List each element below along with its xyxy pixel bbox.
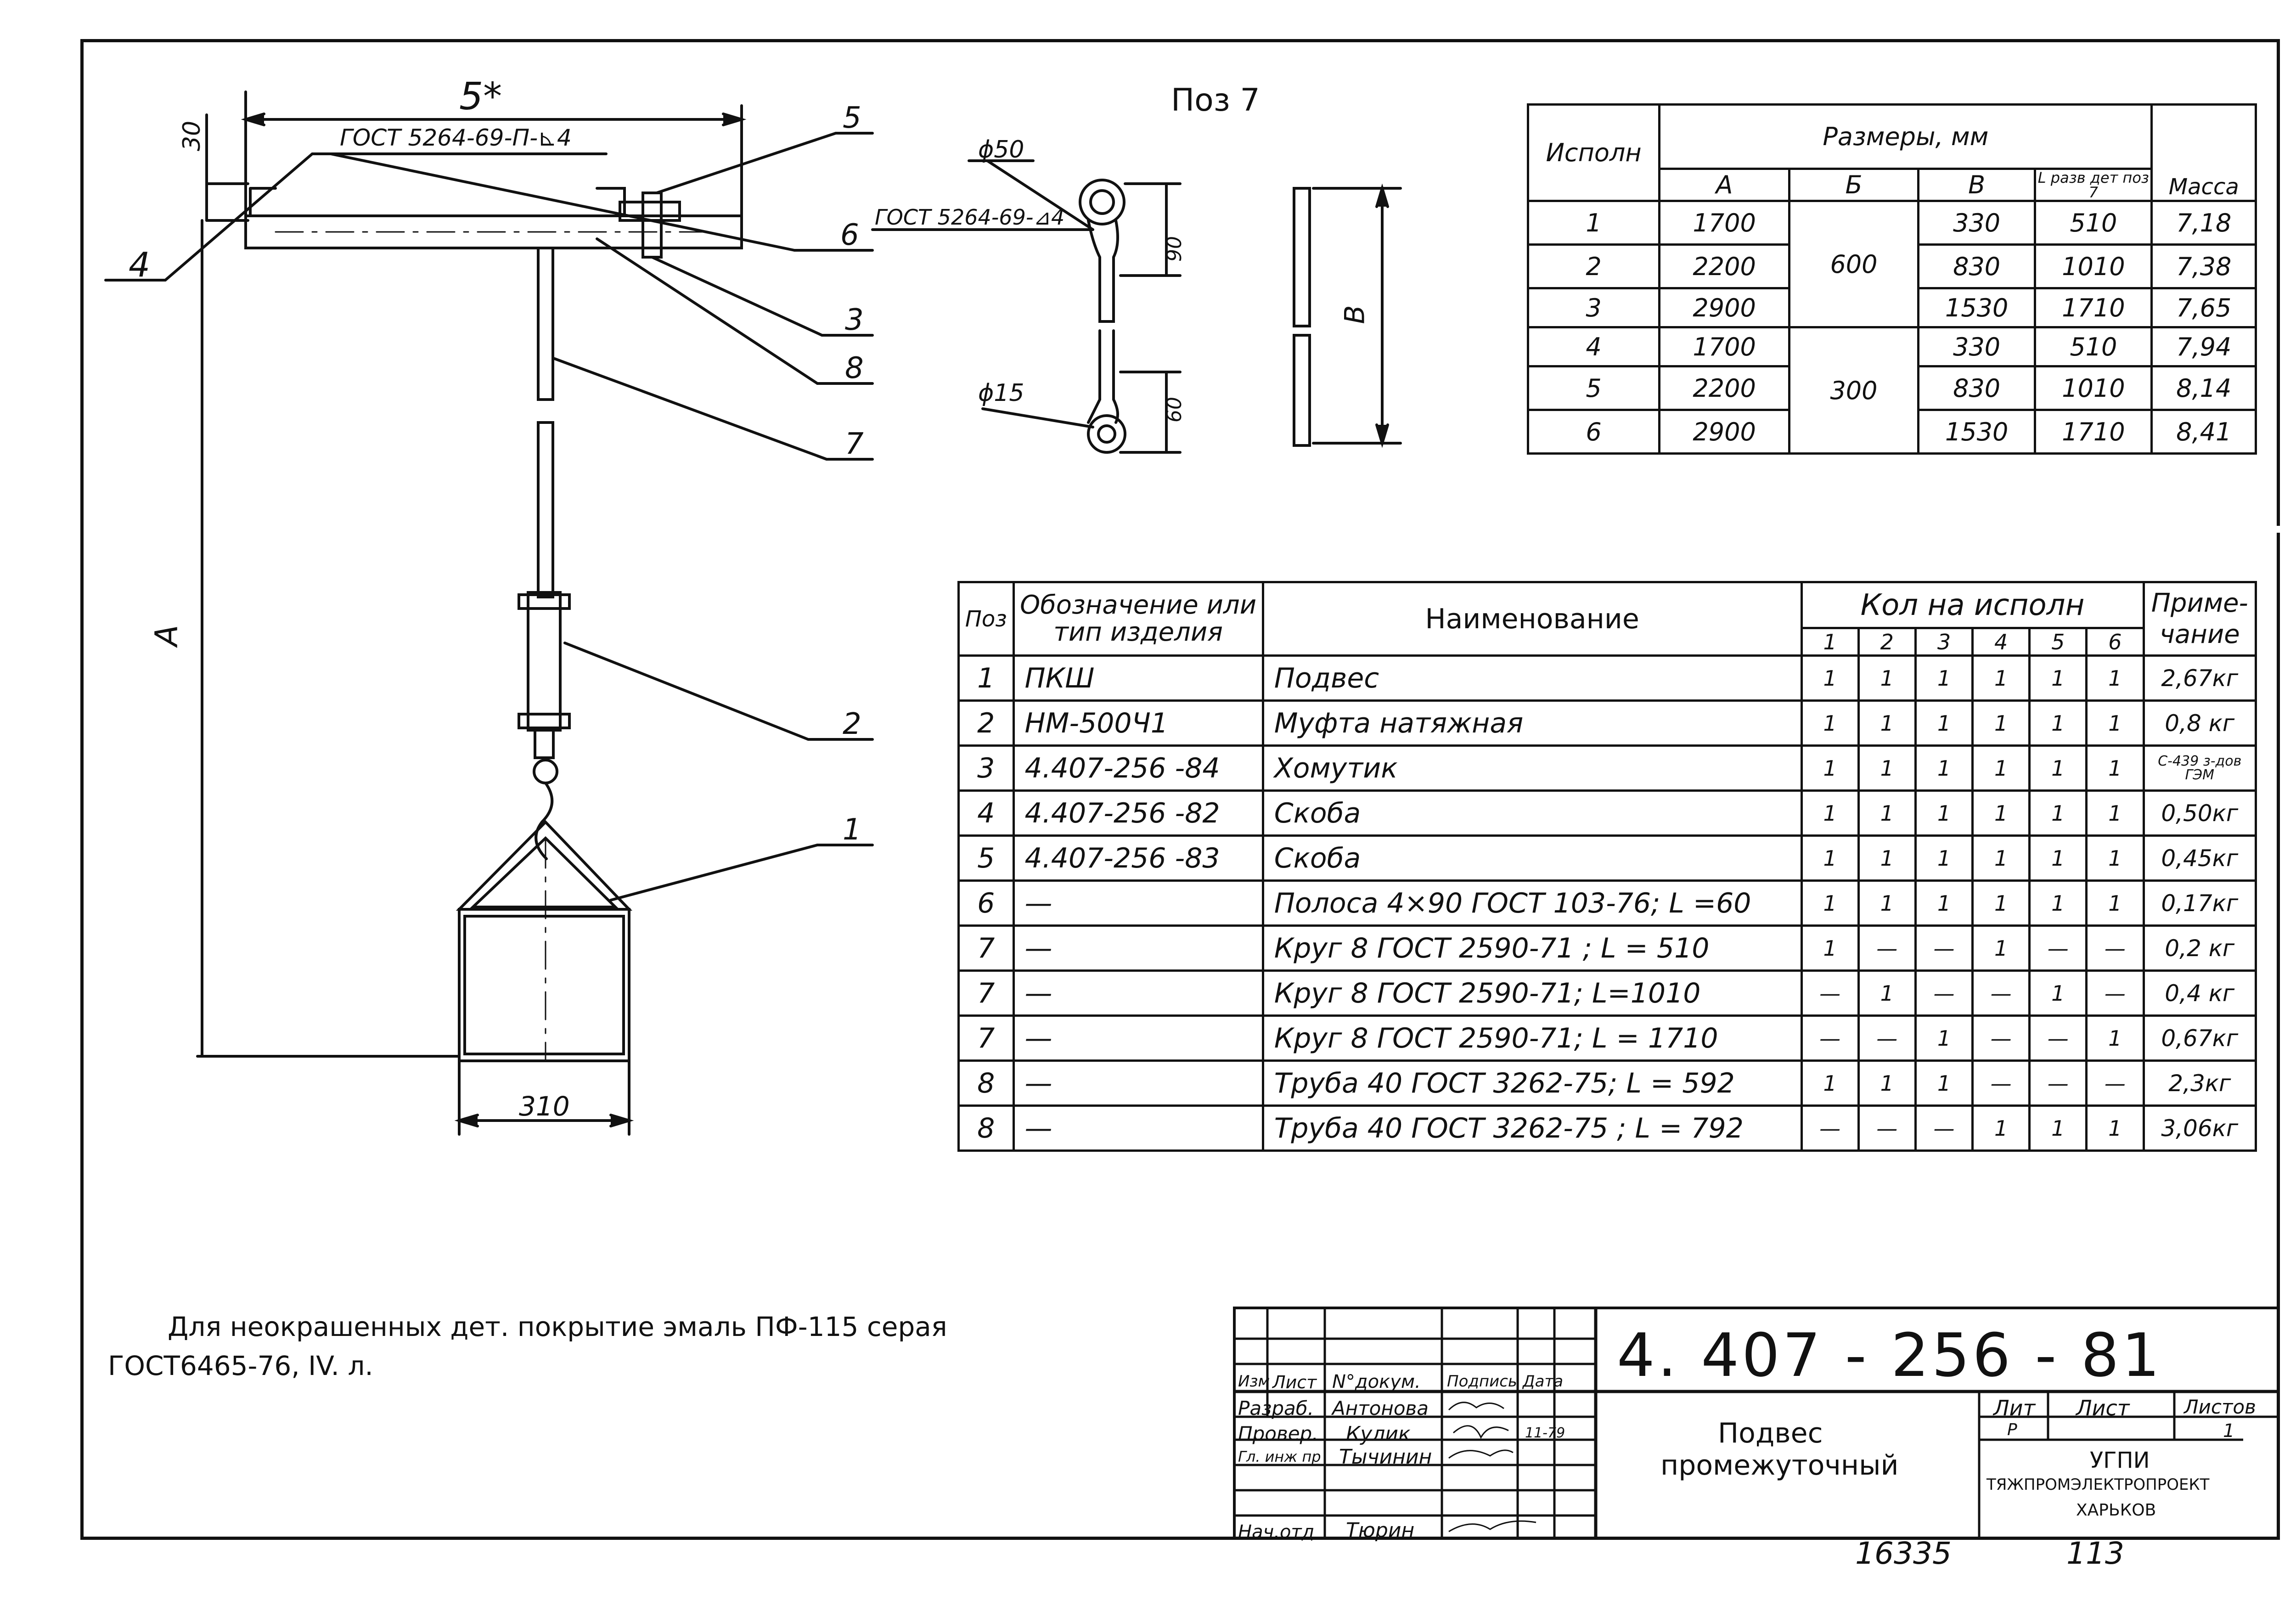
spec-qty: 1	[2087, 881, 2144, 926]
spec-qty: —	[1915, 926, 1972, 971]
tb-name-line2: промежуточный	[1660, 1449, 1899, 1482]
sizes-L: 510	[2035, 201, 2152, 245]
spec-qty: 1	[2030, 746, 2087, 791]
gost-weld-detail: ГОСТ 5264-69-⊿4	[875, 205, 1065, 230]
spec-qty: 1	[1973, 1106, 2030, 1151]
callout-7: 7	[845, 427, 864, 461]
tb-name-line1: Подвес	[1718, 1417, 1823, 1449]
spec-qty: —	[1858, 1016, 1915, 1061]
spec-row	[959, 701, 2256, 746]
sizes-n: 2	[1528, 245, 1660, 288]
sizes-A: 2900	[1660, 288, 1790, 327]
dim-5-label: 5*	[459, 75, 502, 118]
tb-h-izm: Изм	[1238, 1372, 1270, 1391]
spec-prim: С-439 з-дов ГЭМ	[2144, 746, 2256, 791]
spec-qty: 1	[2030, 1106, 2087, 1151]
tb-h-lit: Лит	[1993, 1396, 2036, 1420]
spec-poz: 7	[959, 926, 1014, 971]
spec-qty: —	[2030, 1016, 2087, 1061]
spec-poz: 1	[959, 656, 1014, 701]
spec-row	[959, 656, 2256, 701]
sizes-V: 330	[1919, 327, 2035, 366]
spec-oboz: —	[1013, 971, 1263, 1016]
spec-qty: —	[1973, 1061, 2030, 1106]
sizes-header-ispoln: Исполн	[1528, 105, 1660, 201]
spec-header-poz: Поз	[959, 582, 1014, 656]
spec-qty: 1	[1801, 656, 1858, 701]
spec-poz: 5	[959, 836, 1014, 881]
callout-1: 1	[843, 813, 861, 847]
sizes-V: 830	[1919, 366, 2035, 410]
spec-qty: 1	[1915, 701, 1972, 746]
spec-oboz: 4.407-256 -83	[1013, 836, 1263, 881]
sizes-header-A: А	[1660, 169, 1790, 201]
spec-qty: —	[1915, 1106, 1972, 1151]
spec-qty: 1	[2087, 701, 2144, 746]
dim-30-label: 30	[178, 120, 206, 152]
dim-310-label: 310	[519, 1091, 570, 1122]
spec-qty: 1	[1973, 656, 2030, 701]
tb-glinzh-name: Тычинин	[1339, 1445, 1432, 1469]
spec-qty: 1	[1858, 881, 1915, 926]
callout-8: 8	[845, 351, 864, 385]
spec-poz: 6	[959, 881, 1014, 926]
sizes-V: 330	[1919, 201, 2035, 245]
spec-naim: Муфта натяжная	[1263, 701, 1801, 746]
spec-row	[959, 1016, 2256, 1061]
spec-qty: 1	[1973, 926, 2030, 971]
spec-qty: 1	[1858, 656, 1915, 701]
spec-prim: 2,3кг	[2144, 1061, 2256, 1106]
hanger-basket	[459, 909, 629, 1061]
spec-qty: —	[1915, 971, 1972, 1016]
sizes-L: 1010	[2035, 245, 2152, 288]
spec-qty: 1	[1915, 656, 1972, 701]
spec-qty: 1	[1973, 881, 2030, 926]
spec-naim: Круг 8 ГОСТ 2590-71; L = 1710	[1263, 1016, 1801, 1061]
spec-header-oboz: Обозначение или тип изделия	[1013, 582, 1263, 656]
tb-nachotd-name: Тюрин	[1346, 1519, 1415, 1542]
spec-qty: 1	[1801, 881, 1858, 926]
spec-oboz: —	[1013, 881, 1263, 926]
tb-h-data: Дата	[1523, 1372, 1564, 1391]
sizes-A: 2200	[1660, 366, 1790, 410]
tb-org-2: ТЯЖПРОМЭЛЕКТРОПРОЕКТ	[1986, 1476, 2210, 1494]
sizes-L: 1710	[2035, 288, 2152, 327]
spec-qty: 1	[1801, 926, 1858, 971]
spec-qty: —	[2030, 1061, 2087, 1106]
sizes-table	[1527, 103, 2257, 455]
spec-qty: 1	[2030, 971, 2087, 1016]
tb-prover-name: Кулик	[1346, 1422, 1411, 1446]
tb-lit-value: Р	[2007, 1420, 2017, 1439]
tb-h-listov: Листов	[2184, 1396, 2256, 1418]
spec-qty: 1	[1801, 836, 1858, 881]
spec-qty: 1	[1858, 1061, 1915, 1106]
spec-oboz: 4.407-256 -82	[1013, 791, 1263, 836]
sizes-header-V: В	[1919, 169, 2035, 201]
tb-h-list: Лист	[1272, 1372, 1317, 1392]
callout-4: 4	[129, 245, 151, 285]
spec-naim: Труба 40 ГОСТ 3262-75 ; L = 792	[1263, 1106, 1801, 1151]
spec-poz: 2	[959, 701, 1014, 746]
spec-qty: 1	[2030, 701, 2087, 746]
spec-qty: —	[1801, 1016, 1858, 1061]
tb-h-ndok: N°докум.	[1332, 1371, 1421, 1392]
spec-qty: 1	[1973, 746, 2030, 791]
spec-row	[959, 926, 2256, 971]
callout-6: 6	[840, 218, 859, 252]
sizes-header-massa: Масса	[2168, 174, 2239, 200]
sizes-m: 7,65	[2152, 288, 2256, 327]
spec-naim: Скоба	[1263, 791, 1801, 836]
spec-row	[959, 1106, 2256, 1151]
tb-document-code: 4. 407 - 256 - 81	[1617, 1320, 2163, 1390]
spec-qty: 1	[2087, 836, 2144, 881]
spec-naim: Полоса 4×90 ГОСТ 103-76; L =60	[1263, 881, 1801, 926]
spec-prim: 0,67кг	[2144, 1016, 2256, 1061]
spec-poz: 8	[959, 1061, 1014, 1106]
sizes-A: 1700	[1660, 201, 1790, 245]
spec-qty: 1	[2087, 1106, 2144, 1151]
spec-qty: —	[2030, 926, 2087, 971]
spec-header-prim: Приме- чание	[2144, 582, 2256, 656]
phi50-label: ϕ50	[978, 136, 1024, 163]
spec-prim: 0,17кг	[2144, 881, 2256, 926]
spec-qty: 1	[2030, 836, 2087, 881]
spec-qty: 1	[1915, 881, 1972, 926]
spec-qty: 1	[1858, 836, 1915, 881]
spec-row	[959, 836, 2256, 881]
tb-org-1: УГПИ	[2090, 1448, 2150, 1473]
spec-qty: —	[2087, 926, 2144, 971]
spec-header-kol: Кол на исполн	[1801, 582, 2144, 628]
spec-qty: 1	[1915, 746, 1972, 791]
inventory-number: 16335	[1855, 1536, 1952, 1571]
tb-listov-value: 1	[2223, 1420, 2235, 1442]
spec-qty: 1	[1801, 791, 1858, 836]
sizes-A: 1700	[1660, 327, 1790, 366]
spec-col: 3	[1915, 628, 1972, 656]
spec-prim: 0,50кг	[2144, 791, 2256, 836]
dim-90-label: 90	[1163, 236, 1186, 262]
spec-qty: 1	[1858, 971, 1915, 1016]
sizes-V: 1530	[1919, 288, 2035, 327]
spec-oboz: ПКШ	[1013, 656, 1263, 701]
tb-razrab-role: Разраб.	[1238, 1397, 1314, 1420]
spec-col: 1	[1801, 628, 1858, 656]
sizes-B: 600	[1789, 201, 1918, 327]
spec-naim: Круг 8 ГОСТ 2590-71 ; L = 510	[1263, 926, 1801, 971]
sizes-n: 3	[1528, 288, 1660, 327]
spec-qty: 1	[2087, 656, 2144, 701]
spec-qty: —	[2087, 1061, 2144, 1106]
note-line2: ГОСТ6465-76, IV. л.	[108, 1350, 373, 1381]
sizes-header-L: L разв дет поз 7	[2035, 169, 2152, 201]
spec-oboz: —	[1013, 1061, 1263, 1106]
spec-qty: 1	[2087, 1016, 2144, 1061]
spec-qty: —	[2087, 971, 2144, 1016]
dim-60-label: 60	[1163, 397, 1186, 423]
spec-oboz: —	[1013, 926, 1263, 971]
sizes-header-razmery: Размеры, мм	[1660, 105, 2152, 169]
spec-naim: Круг 8 ГОСТ 2590-71; L=1010	[1263, 971, 1801, 1016]
spec-poz: 3	[959, 746, 1014, 791]
spec-table	[957, 581, 2257, 1152]
detail-title: Поз 7	[1171, 82, 1260, 118]
tb-prover-date: 11-79	[1525, 1425, 1565, 1441]
spec-oboz: НМ-500Ч1	[1013, 701, 1263, 746]
sheet-number: 113	[2066, 1536, 2124, 1571]
tb-h-list2: Лист	[2076, 1396, 2130, 1420]
spec-col: 5	[2030, 628, 2087, 656]
spec-qty: 1	[1973, 701, 2030, 746]
spec-col: 4	[1973, 628, 2030, 656]
tb-nachotd-role: Нач.отд	[1238, 1521, 1315, 1543]
sizes-L: 1710	[2035, 410, 2152, 454]
sizes-m: 8,41	[2152, 410, 2256, 454]
spec-naim: Труба 40 ГОСТ 3262-75; L = 592	[1263, 1061, 1801, 1106]
spec-qty: —	[1973, 971, 2030, 1016]
spec-prim: 0,2 кг	[2144, 926, 2256, 971]
spec-naim: Хомутик	[1263, 746, 1801, 791]
sizes-B: 300	[1789, 327, 1918, 454]
spec-oboz: —	[1013, 1106, 1263, 1151]
sizes-A: 2200	[1660, 245, 1790, 288]
tb-prover-role: Провер.	[1238, 1422, 1318, 1445]
sizes-n: 6	[1528, 410, 1660, 454]
spec-qty: 1	[2087, 791, 2144, 836]
dim-A-label: A	[148, 625, 185, 647]
sizes-n: 1	[1528, 201, 1660, 245]
spec-poz: 4	[959, 791, 1014, 836]
spec-qty: 1	[2030, 881, 2087, 926]
sizes-m: 7,38	[2152, 245, 2256, 288]
gost-weld-top: ГОСТ 5264-69-П-⊾4	[340, 124, 572, 151]
spec-prim: 3,06кг	[2144, 1106, 2256, 1151]
spec-poz: 7	[959, 971, 1014, 1016]
spec-naim: Подвес	[1263, 656, 1801, 701]
spec-col: 2	[1858, 628, 1915, 656]
sizes-L: 510	[2035, 327, 2152, 366]
spec-qty: 1	[1915, 791, 1972, 836]
tb-h-podp: Подпись	[1447, 1372, 1517, 1391]
spec-qty: 1	[2030, 791, 2087, 836]
note-line1: Для неокрашенных дет. покрытие эмаль ПФ-115 серая	[168, 1311, 947, 1342]
spec-qty: —	[1858, 1106, 1915, 1151]
spec-poz: 8	[959, 1106, 1014, 1151]
spec-oboz: 4.407-256 -84	[1013, 746, 1263, 791]
spec-qty: 1	[1915, 1016, 1972, 1061]
spec-qty: 1	[1801, 746, 1858, 791]
callout-2: 2	[843, 707, 861, 741]
sizes-V: 830	[1919, 245, 2035, 288]
spec-qty: —	[1973, 1016, 2030, 1061]
sizes-n: 5	[1528, 366, 1660, 410]
spec-qty: 1	[1915, 836, 1972, 881]
spec-col: 6	[2087, 628, 2144, 656]
spec-qty: 1	[1858, 791, 1915, 836]
spec-qty: 1	[2030, 656, 2087, 701]
spec-qty: 1	[2087, 746, 2144, 791]
spec-qty: 1	[1973, 836, 2030, 881]
spec-row	[959, 1061, 2256, 1106]
phi15-label: ϕ15	[978, 379, 1024, 407]
sizes-L: 1010	[2035, 366, 2152, 410]
tb-razrab-name: Антонова	[1332, 1397, 1429, 1420]
spec-qty: 1	[1801, 701, 1858, 746]
spec-qty: 1	[1858, 746, 1915, 791]
detail-eye-bottom	[1088, 416, 1125, 452]
spec-naim: Скоба	[1263, 836, 1801, 881]
spec-oboz: —	[1013, 1016, 1263, 1061]
spec-qty: 1	[1858, 701, 1915, 746]
dim-B-label: В	[1339, 305, 1371, 324]
spec-header-naim: Наименование	[1263, 582, 1801, 656]
sizes-m: 8,14	[2152, 366, 2256, 410]
spec-qty: 1	[1801, 1061, 1858, 1106]
callout-3: 3	[845, 303, 864, 337]
spec-qty: 1	[1915, 1061, 1972, 1106]
spec-row	[959, 791, 2256, 836]
sizes-V: 1530	[1919, 410, 2035, 454]
sizes-header-B: Б	[1789, 169, 1918, 201]
spec-poz: 7	[959, 1016, 1014, 1061]
spec-prim: 0,4 кг	[2144, 971, 2256, 1016]
sizes-n: 4	[1528, 327, 1660, 366]
spec-qty: —	[1858, 926, 1915, 971]
detail-eye-top	[1080, 180, 1124, 224]
tb-org-3: ХАРЬКОВ	[2076, 1501, 2156, 1520]
callout-5: 5	[843, 101, 861, 135]
spec-qty: —	[1801, 1106, 1858, 1151]
spec-qty: —	[1801, 971, 1858, 1016]
spec-qty: 1	[1973, 791, 2030, 836]
spec-prim: 0,45кг	[2144, 836, 2256, 881]
spec-row	[959, 971, 2256, 1016]
spec-row	[959, 746, 2256, 791]
tb-glinzh-role: Гл. инж пр	[1238, 1448, 1321, 1465]
sizes-m: 7,94	[2152, 327, 2256, 366]
sizes-m: 7,18	[2152, 201, 2256, 245]
sizes-A: 2900	[1660, 410, 1790, 454]
title-block	[1233, 1307, 2280, 1543]
spec-prim: 2,67кг	[2144, 656, 2256, 701]
spec-prim: 0,8 кг	[2144, 701, 2256, 746]
spec-row	[959, 881, 2256, 926]
